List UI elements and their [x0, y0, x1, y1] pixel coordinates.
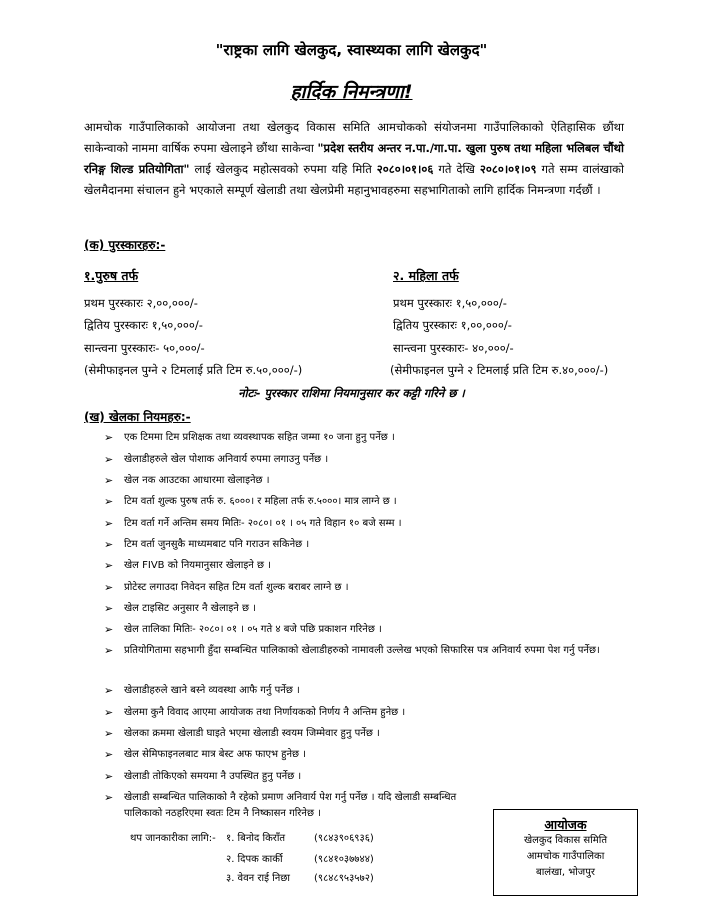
arrow-bullet-icon: ➢	[104, 770, 114, 783]
slogan: "राष्ट्रका लागि खेलकुद, स्वास्थ्यका लागि खेलकुद"	[215, 41, 488, 59]
intro-text-2: लाई खेलकुद महोत्सवको रुपमा यहि मिति	[189, 162, 377, 176]
contact-name: १. बिनोद किराँत	[226, 833, 286, 844]
intro-paragraph	[84, 117, 624, 201]
page-title: हार्दिक निमन्त्रणा!	[290, 81, 413, 103]
list-item: ➢ खेलका क्रममा खेलाडी घाइते भएमा खेलाडी स्वयम जिम्मेवार हुनु पर्नेछ ।	[104, 727, 380, 740]
contact-phone: (९८४३९०६९३६)	[314, 833, 374, 844]
list-item: ➢ खेलाडीहरुले खेल पोशाक अनिवार्य रुपमा लगाउनु पर्नेछ ।	[104, 453, 329, 466]
women-prize-second: द्वितिय पुरस्कारः १,००,०००/-	[393, 318, 512, 332]
list-item: ➢ खेल तालिका मितिः- २०८०। ०१ । ०५ गते ४ बजे पछि प्रकाशन गरिनेछ ।	[104, 623, 382, 636]
intro-text-4: गते सम्म वालंखाको खेलमैदानमा संचालन हुने भएकाले सम्पूर्ण खेलाडी तथा खेलप्रेमी महानुभावहरुमा सहभागिताको लागि हार्दिक निमन्त्रणा गर्दछौं ।	[84, 162, 624, 197]
men-prize-semifinal: (सेमीफाइनल पुग्ने २ टिमलाई प्रति टिम रु.५०,०००/-)	[84, 363, 303, 377]
list-item: ➢ एक टिममा टिम प्रशिक्षक तथा व्यवस्थापक सहित जम्मा १० जना हुनु पर्नेछ ।	[104, 431, 395, 444]
list-item: ➢ खेल नक आउटका आधारमा खेलाइनेछ ।	[104, 474, 270, 487]
intro-date-to: २०८०।०१।०९	[479, 162, 537, 176]
tax-note: नोटः- पुरस्कार राशिमा नियमानुसार कर कट्टी गरिने छ ।	[238, 386, 465, 400]
arrow-bullet-icon: ➢	[104, 453, 114, 466]
organizer-box	[493, 809, 638, 896]
contact-phone: (९८४८९५३५७२)	[314, 873, 374, 884]
list-item: ➢ प्रोटेस्ट लगाउदा निवेदन सहित टिम वर्ता शुल्क बराबर लाग्ने छ ।	[104, 581, 349, 594]
men-prize-first: प्रथम पुरस्कारः २,००,०००/-	[84, 296, 198, 310]
intro-date-from: २०८०।०१।०६	[376, 162, 434, 176]
contact-name: २. दिपक कार्की	[226, 854, 283, 865]
organizer-line: आमचोक गाउँपालिका	[526, 851, 605, 862]
organizer-line: खेलकुद विकास समिति	[523, 835, 608, 846]
arrow-bullet-icon: ➢	[104, 538, 114, 551]
contact-name: ३. वेवन राई निछा	[226, 873, 290, 884]
arrow-bullet-icon: ➢	[104, 748, 114, 761]
arrow-bullet-icon: ➢	[104, 495, 114, 508]
intro-event-name: "प्रदेश स्तरीय अन्तर न.पा./गा.पा. खुला पुरुष तथा महिला भलिबल चौंथो रनिङ्ग शिल्ड प्रतियोगिता"	[84, 141, 624, 176]
arrow-bullet-icon: ➢	[104, 706, 114, 719]
arrow-bullet-icon: ➢	[104, 431, 114, 444]
intro-text-1: आमचोक गाउँपालिकाको आयोजना तथा खेलकुद विकास समिति आमचोकको संयोजनमा गाउँपालिकाको ऐतिहासिक छौंथा साकेन्वाको नाममा वार्षिक रुपमा खेलाइने छौंथा साकेन्वा	[84, 120, 624, 155]
women-prize-semifinal: (सेमीफाइनल पुग्ने २ टिमलाई प्रति टिम रु.४०,०००/-)	[390, 363, 609, 377]
arrow-bullet-icon: ➢	[104, 581, 114, 594]
men-prizes-heading: १.पुरुष तर्फ	[84, 268, 139, 283]
list-item: ➢ खेलमा कुनै विवाद आएमा आयोजक तथा निर्णायकको निर्णय नै अन्तिम हुनेछ ।	[104, 706, 406, 719]
list-item: ➢ खेल टाइसिट अनुसार नै खेलाइने छ ।	[104, 602, 256, 615]
arrow-bullet-icon: ➢	[104, 559, 114, 572]
men-prize-consolation: सान्त्वना पुरस्कारः- ५०,०००/-	[84, 341, 205, 355]
rules-heading: (ख) खेलका नियमहरु:-	[84, 410, 191, 424]
list-item: ➢ खेलाडी सम्बन्धित पालिकाको नै रहेको प्रमाण अनिवार्य पेश गर्नु पर्नेछ । यदि खेलाडी सम्बन्धित पालिकाको नठहरिएमा स्वतः टिम नै निष्कासन गरिनेछ ।	[104, 791, 457, 819]
arrow-bullet-icon: ➢	[104, 791, 114, 804]
arrow-bullet-icon: ➢	[104, 474, 114, 487]
list-item: ➢ खेल सेमिफाइनलबाट मात्र बेस्ट अफ फाएभ हुनेछ ।	[104, 748, 307, 761]
contact-phone: (९८४१०३७७४४)	[314, 854, 374, 865]
arrow-bullet-icon: ➢	[104, 623, 114, 636]
list-item: ➢ खेलाडी तोकिएको समयमा नै उपस्थित हुनु पर्नेछ ।	[104, 770, 302, 783]
organizer-title: आयोजक	[544, 817, 587, 832]
arrow-bullet-icon: ➢	[104, 602, 114, 615]
prizes-heading: (क) पुरस्कारहरु:-	[84, 238, 166, 252]
men-prize-second: द्वितिय पुरस्कारः १,५०,०००/-	[84, 318, 203, 332]
list-item: ➢ खेलाडीहरुले खाने बस्ने व्यवस्था आफै गर्नु पर्नेछ ।	[104, 684, 300, 697]
intro-text-3: गते देखि	[433, 162, 480, 176]
list-item: ➢ प्रतियोगितामा सहभागी हुँदा सम्बन्धित पालिकाको खेलाडीहरुको नामावली उल्लेख भएको सिफारिस पत्र अनिवार्य रुपमा पेश गर्नु पर्नेछ।	[104, 644, 600, 657]
organizer-line: बालंखा, भोजपुर	[535, 867, 596, 878]
list-item: ➢ टिम वर्ता गर्ने अन्तिम समय मितिः- २०८०। ०१ । ०५ गते विहान १० बजे सम्म ।	[104, 517, 402, 530]
contact-label: थप जानकारीका लागि:-	[130, 833, 216, 844]
arrow-bullet-icon: ➢	[104, 517, 114, 530]
list-item: ➢ खेल FIVB को नियमानुसार खेलाइने छ ।	[104, 559, 272, 572]
women-prizes-heading: २. महिला तर्फ	[393, 268, 459, 283]
women-prize-first: प्रथम पुरस्कारः १,५०,०००/-	[393, 296, 507, 310]
arrow-bullet-icon: ➢	[104, 684, 114, 697]
women-prize-consolation: सान्त्वना पुरस्कारः- ४०,०००/-	[393, 341, 514, 355]
arrow-bullet-icon: ➢	[104, 727, 114, 740]
list-item: ➢ टिम वर्ता शुल्क पुरुष तर्फ रु. ६०००। र महिला तर्फ रु.५०००। मात्र लाग्ने छ ।	[104, 495, 397, 508]
arrow-bullet-icon: ➢	[104, 644, 114, 657]
list-item: ➢ टिम वर्ता जुनसुकै माध्यमबाट पनि गराउन सकिनेछ ।	[104, 538, 310, 551]
